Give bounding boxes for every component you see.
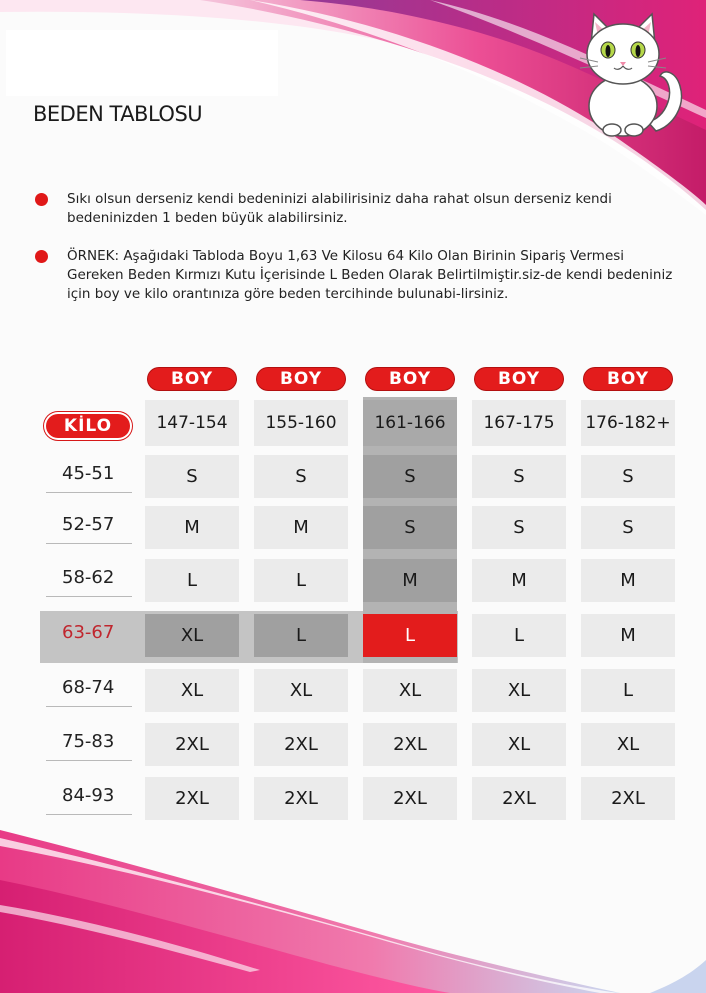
cat-mascot-icon [568, 6, 688, 141]
weight-range-label: 75-83 [62, 731, 115, 752]
size-cell: XL [363, 669, 457, 712]
boy-badge: BOY [148, 368, 236, 390]
size-cell: 2XL [581, 777, 675, 820]
note-fit-advice: Sıkı olsun derseniz kendi bedeninizi alabilirisiniz daha rahat olsun derseniz kendi bedeninizden 1 beden büyük alabilirsiniz. [67, 191, 612, 226]
size-cell: 2XL [254, 777, 348, 820]
weight-label-underline [46, 543, 132, 544]
blank-label-area [6, 30, 278, 96]
weight-label-underline [46, 706, 132, 707]
size-cell: S [254, 455, 348, 498]
size-cell: M [581, 614, 675, 657]
boy-badge: BOY [257, 368, 345, 390]
red-dot-icon [35, 193, 48, 206]
size-cell: S [581, 506, 675, 549]
kilo-badge: KİLO [46, 414, 130, 438]
height-range-header: 167-175 [472, 400, 566, 446]
height-range-header: 176-182+ [581, 400, 675, 446]
size-cell: 2XL [363, 777, 457, 820]
weight-range-label: 63-67 [62, 622, 115, 643]
height-range-header: 161-166 [363, 400, 457, 446]
size-cell: L [254, 559, 348, 602]
boy-badge: BOY [584, 368, 672, 390]
weight-range-label: 45-51 [62, 463, 115, 484]
size-cell: XL [254, 669, 348, 712]
size-cell: S [472, 506, 566, 549]
size-cell: S [581, 455, 675, 498]
size-cell: L [363, 614, 457, 657]
weight-range-label: 52-57 [62, 514, 115, 535]
red-dot-icon [35, 250, 48, 263]
size-cell: S [145, 455, 239, 498]
boy-badge: BOY [366, 368, 454, 390]
weight-label-underline [46, 760, 132, 761]
size-cell: 2XL [145, 723, 239, 766]
size-cell: 2XL [472, 777, 566, 820]
weight-label-underline [46, 492, 132, 493]
height-range-header: 155-160 [254, 400, 348, 446]
weight-range-label: 58-62 [62, 567, 115, 588]
size-cell: XL [472, 723, 566, 766]
size-cell: M [472, 559, 566, 602]
size-cell: S [363, 506, 457, 549]
size-cell: XL [472, 669, 566, 712]
size-cell: M [363, 559, 457, 602]
size-cell: XL [581, 723, 675, 766]
weight-label-underline [46, 814, 132, 815]
weight-range-label: 68-74 [62, 677, 115, 698]
size-cell: M [254, 506, 348, 549]
size-cell: 2XL [254, 723, 348, 766]
size-cell: 2XL [363, 723, 457, 766]
size-cell: M [581, 559, 675, 602]
height-range-header: 147-154 [145, 400, 239, 446]
size-cell: M [145, 506, 239, 549]
size-cell: S [363, 455, 457, 498]
size-cell: L [472, 614, 566, 657]
size-cell: XL [145, 614, 239, 657]
size-cell: L [254, 614, 348, 657]
size-cell: L [145, 559, 239, 602]
size-cell: S [472, 455, 566, 498]
size-cell: L [581, 669, 675, 712]
weight-range-label: 84-93 [62, 785, 115, 806]
note-example: ÖRNEK: Aşağıdaki Tabloda Boyu 1,63 Ve Kilosu 64 Kilo Olan Birinin Sipariş Vermesi Gereken Beden Kırmızı Kutu İçerisinde L Beden Olarak Belirtilmiştir.siz-de kendi bedeniniz için boy ve kilo orantınıza göre beden tercihinde bulunabi-lirsiniz. [67, 248, 673, 302]
size-cell: 2XL [145, 777, 239, 820]
page-title: BEDEN TABLOSU [33, 102, 203, 126]
boy-badge: BOY [475, 368, 563, 390]
weight-label-underline [46, 596, 132, 597]
size-cell: XL [145, 669, 239, 712]
